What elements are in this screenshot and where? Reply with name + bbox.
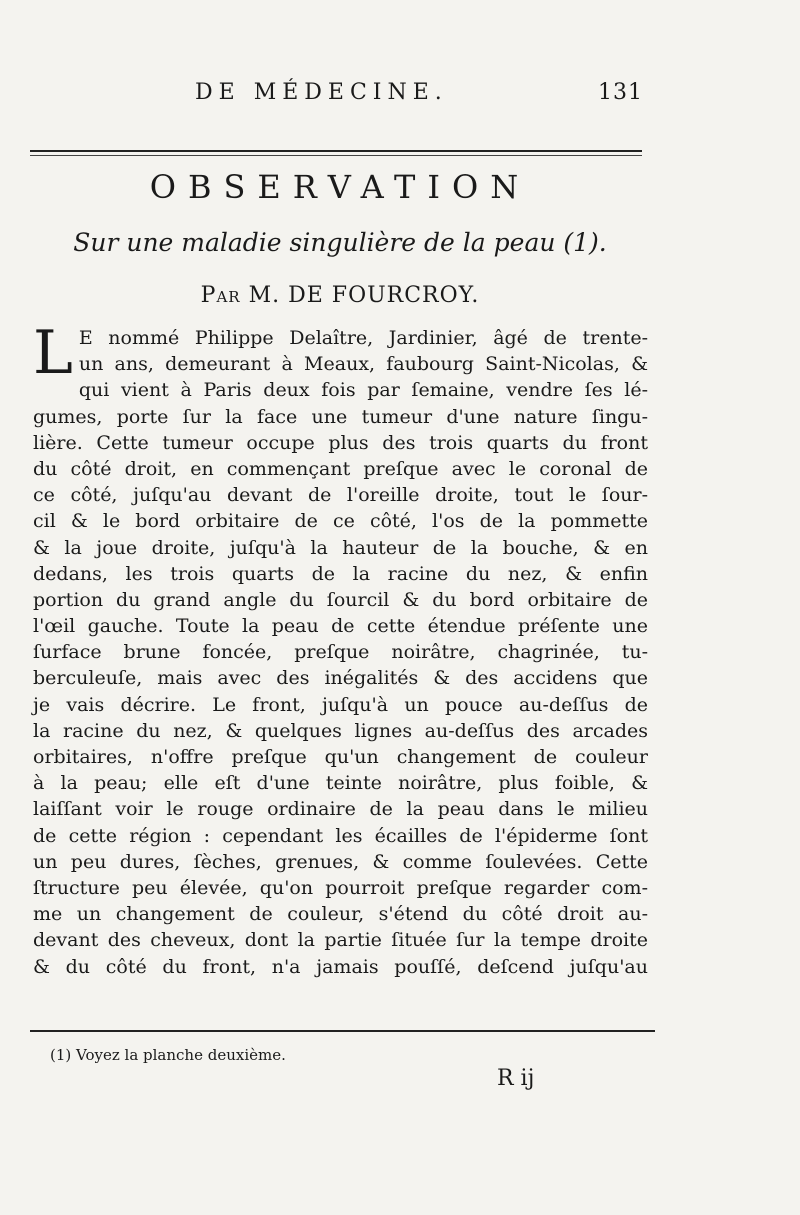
text-line: la racine du nez, & quelques lignes au-deſſus des arcades (33, 719, 648, 742)
text-line: du côté droit, en commençant preſque avec le coronal de (33, 457, 648, 480)
text-line: de cette région : cependant les écailles de l'épiderme ſont (33, 824, 648, 847)
article-title: OBSERVATION (149, 168, 531, 206)
text-line: me un changement de couleur, s'étend du côté droit au- (33, 903, 648, 926)
text-line: à la peau; elle eſt d'une teinte noirâtre, plus foible, & (33, 772, 648, 795)
text-line: qui vient à Paris deux fois par ſemaine, vendre ſes lé- (78, 379, 648, 402)
text-line: lière. Cette tumeur occupe plus des trois quarts du front (33, 431, 648, 454)
drop-cap: L (33, 318, 73, 388)
text-line: un peu dures, ſèches, grenues, & comme ſoulevées. Cette (33, 850, 648, 873)
running-title: DE MÉDECINE. (195, 80, 448, 105)
text-line: berculeuſe, mais avec des inégalités & des accidens que (33, 667, 648, 690)
footnote: (1) Voyez la planche deuxième. (50, 1046, 286, 1064)
body-text (33, 318, 648, 980)
text-line: gumes, porte ſur la face une tumeur d'une nature ſingu- (33, 405, 648, 428)
author-byline: Par M. DE FOURCROY. (200, 283, 480, 308)
text-line: l'œil gauche. Toute la peau de cette étendue préſente une (33, 615, 648, 638)
text-line: ſtructure peu élevée, qu'on pourroit preſque regarder com- (33, 876, 648, 899)
text-line: devant des cheveux, dont la partie ſituée ſur la tempe droite (33, 929, 648, 952)
header-rule (30, 150, 642, 152)
text-line: un ans, demeurant à Meaux, faubourg Saint-Nicolas, & (78, 353, 648, 376)
text-line: E nommé Philippe Delaître, Jardinier, âgé de trente- (78, 327, 648, 349)
text-line: portion du grand angle du ſourcil & du bord orbitaire de (33, 588, 648, 611)
text-line: laiſſant voir le rouge ordinaire de la peau dans le milieu (33, 798, 648, 821)
signature-mark: R ij (497, 1066, 535, 1091)
text-line: je vais décrire. Le front, juſqu'à un pouce au-deſſus de (33, 693, 648, 716)
article-subtitle: Sur une maladie singulière de la peau (1). (73, 228, 607, 257)
text-line: & du côté du front, n'a jamais pouſſé, deſcend juſqu'au (33, 955, 648, 978)
footnote-rule (30, 1030, 655, 1032)
text-line: dedans, les trois quarts de la racine du nez, & enfin (33, 562, 648, 585)
text-line: orbitaires, n'offre preſque qu'un changement de couleur (33, 746, 648, 768)
running-head (0, 80, 800, 114)
text-line: cil & le bord orbitaire de ce côté, l'os de la pommette (33, 510, 648, 533)
text-line: & la joue droite, juſqu'à la hauteur de la bouche, & en (33, 536, 648, 559)
page-number: 131 (598, 80, 643, 105)
text-line: ce côté, juſqu'au devant de l'oreille droite, tout le ſour- (33, 484, 648, 507)
text-line: ſurface brune foncée, preſque noirâtre, chagrinée, tu- (33, 641, 648, 664)
